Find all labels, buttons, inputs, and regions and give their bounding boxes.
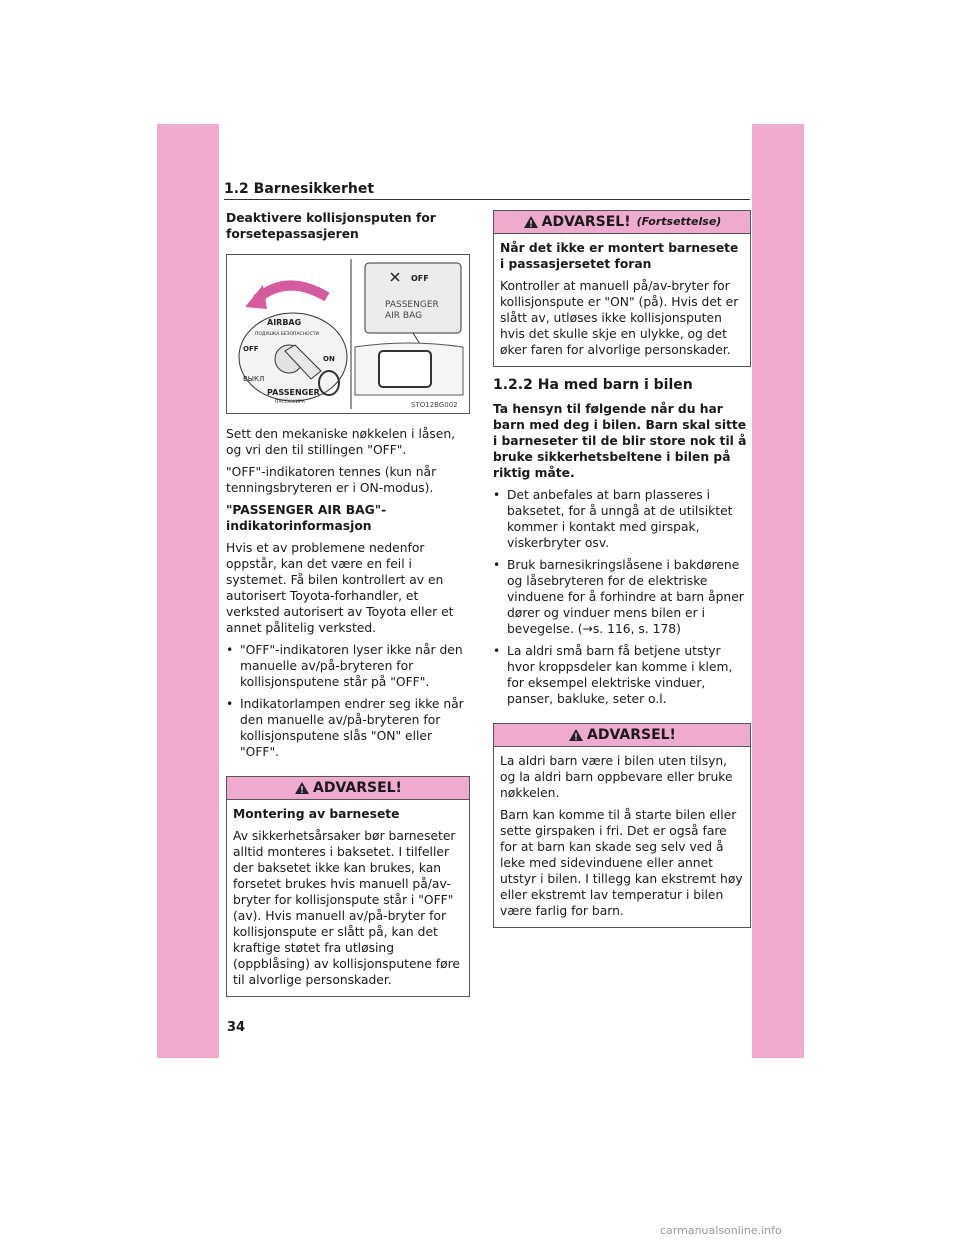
switch-ru-passenger-label: ПАССАЖИРА (275, 400, 305, 405)
warning-header (494, 211, 750, 234)
header-rule (224, 199, 750, 200)
warning-continued-label: (Fortsettelse) (636, 215, 722, 228)
warning-header (227, 777, 469, 800)
indicator-line2: AIR BAG (385, 311, 423, 321)
left-paragraph-1: Sett den mekaniske nøkkelen i låsen, og vri den til stillingen "OFF". (226, 427, 456, 457)
switch-vykl-label: ВЫКЛ (243, 375, 265, 383)
warning-box-continued (493, 210, 751, 367)
warning-box-right (493, 723, 751, 928)
right-column (493, 210, 751, 938)
warning-text: Kontroller at manuell på/av-bryter for kollisjonspute er "ON" (på). Hvis det er slått av, utløses ikke kollisjonsputen hvis det skulle skje en ulykke, og det øker faren for alvorlige personskader. (500, 279, 739, 357)
left-subheading: "PASSENGER AIR BAG"-indikatorinformasjon (226, 503, 387, 533)
right-bullet-list (493, 487, 751, 707)
left-column (226, 210, 470, 1007)
left-paragraph-2: "OFF"-indikatoren tennes (kun når tenningsbryteren er i ON-modus). (226, 465, 437, 495)
switch-passenger-label: PASSENGER (267, 388, 320, 397)
warning-header (494, 724, 750, 747)
left-heading: Deaktivere kollisjonsputen for forsetepassasjeren (226, 211, 436, 241)
warning-triangle-icon (568, 728, 584, 742)
switch-ru-top-label: ПОДУШКА БЕЗОПАСНОСТИ (255, 332, 319, 337)
warning-triangle-icon (294, 781, 310, 795)
list-item: • "OFF"-indikatoren lyser ikke når den manuelle av/på-bryteren for kollisjonsputene står på "OFF". (226, 643, 463, 689)
subsection-heading: 1.2.2 Ha med barn i bilen (493, 377, 693, 393)
warning-triangle-icon (523, 215, 539, 229)
left-bullet-list (226, 642, 470, 760)
page-side-band (157, 124, 219, 1058)
warning-subtitle: Når det ikke er montert barnesete i passasjersetet foran (500, 241, 739, 271)
switch-airbag-label: AIRBAG (267, 318, 302, 327)
warning-paragraph-2: Barn kan komme til å starte bilen eller sette girspaken i fri. Det er også fare for at barn kan skade seg selv ved å leke med sidevinduene eller annet utstyr i bilen. I tillegg kan ekstremt høy eller ekstremt lav temperatur i bilen være farlig for barn. (500, 808, 743, 918)
warning-body (494, 747, 750, 927)
list-item: • Indikatorlampen endrer seg ikke når den manuelle av/på-bryteren for kollisjonsputene slås "ON" eller "OFF". (226, 697, 464, 759)
watermark: carmanualsonline.info (660, 1224, 782, 1237)
list-item: • Det anbefales at barn plasseres i baksetet, for å unngå at de utilsiktet kommer i kontakt med girspak, viskerbryter osv. (493, 488, 733, 550)
section-title: 1.2 Barnesikkerhet (224, 181, 375, 197)
page-number: 34 (227, 1020, 246, 1035)
warning-paragraph-1: La aldri barn være i bilen uten tilsyn, og la aldri barn oppbevare eller bruke nøkkelen. (500, 754, 733, 800)
warning-body (227, 800, 469, 996)
warning-subtitle: Montering av barnesete (233, 807, 400, 821)
warning-title: ADVARSEL! (587, 727, 676, 743)
right-intro: Ta hensyn til følgende når du har barn med deg i bilen. Barn skal sitte i barneseter til de blir store nok til å bruke sikkerhetsbeltene i bilen på riktig måte. (493, 402, 747, 480)
indicator-line1: PASSENGER (385, 300, 439, 310)
list-item: • Bruk barnesikringslåsene i bakdørene og låsebryteren for de elektriske vinduene for å forhindre at barn åpner dører og vinduer mens bilen er i bevegelse. (→s. 116, s. 178) (493, 558, 744, 636)
switch-on-label: ON (323, 355, 335, 363)
list-item: • La aldri små barn få betjene utstyr hvor kroppsdeler kan komme i klem, for eksempel elektriske vinduer, panser, bakluke, seter o.l. (493, 644, 733, 706)
warning-box-left (226, 776, 470, 997)
airbag-switch-illustration (227, 255, 469, 413)
warning-title: ADVARSEL! (313, 780, 402, 796)
airbag-switch-figure (226, 254, 470, 414)
page-side-band-right (752, 124, 804, 1058)
warning-body (494, 234, 750, 366)
indicator-off-label: OFF (411, 274, 429, 283)
left-paragraph-3: Hvis et av problemene nedenfor oppstår, kan det være en feil i systemet. Få bilen kontrollert av en autorisert Toyota-forhandler, et verksted autorisert av Toyota eller et annet pålitelig verksted. (226, 541, 454, 635)
warning-text: Av sikkerhetsårsaker bør barneseter alltid monteres i baksetet. I tilfeller der baksetet ikke kan brukes, kan forsetet brukes hvis manuell på/av-bryter for kollisjonspute står i "OFF" (av). Hvis manuell av/på-bryter for kollisjonspute er slått på, kan det kraftige støtet fra utløsing (oppblåsing) av kollisjonsputene føre til alvorlige personskader. (233, 829, 460, 987)
switch-off-label: OFF (243, 345, 259, 353)
figure-code: STO12BG002 (411, 401, 458, 409)
warning-title: ADVARSEL! (541, 214, 631, 230)
